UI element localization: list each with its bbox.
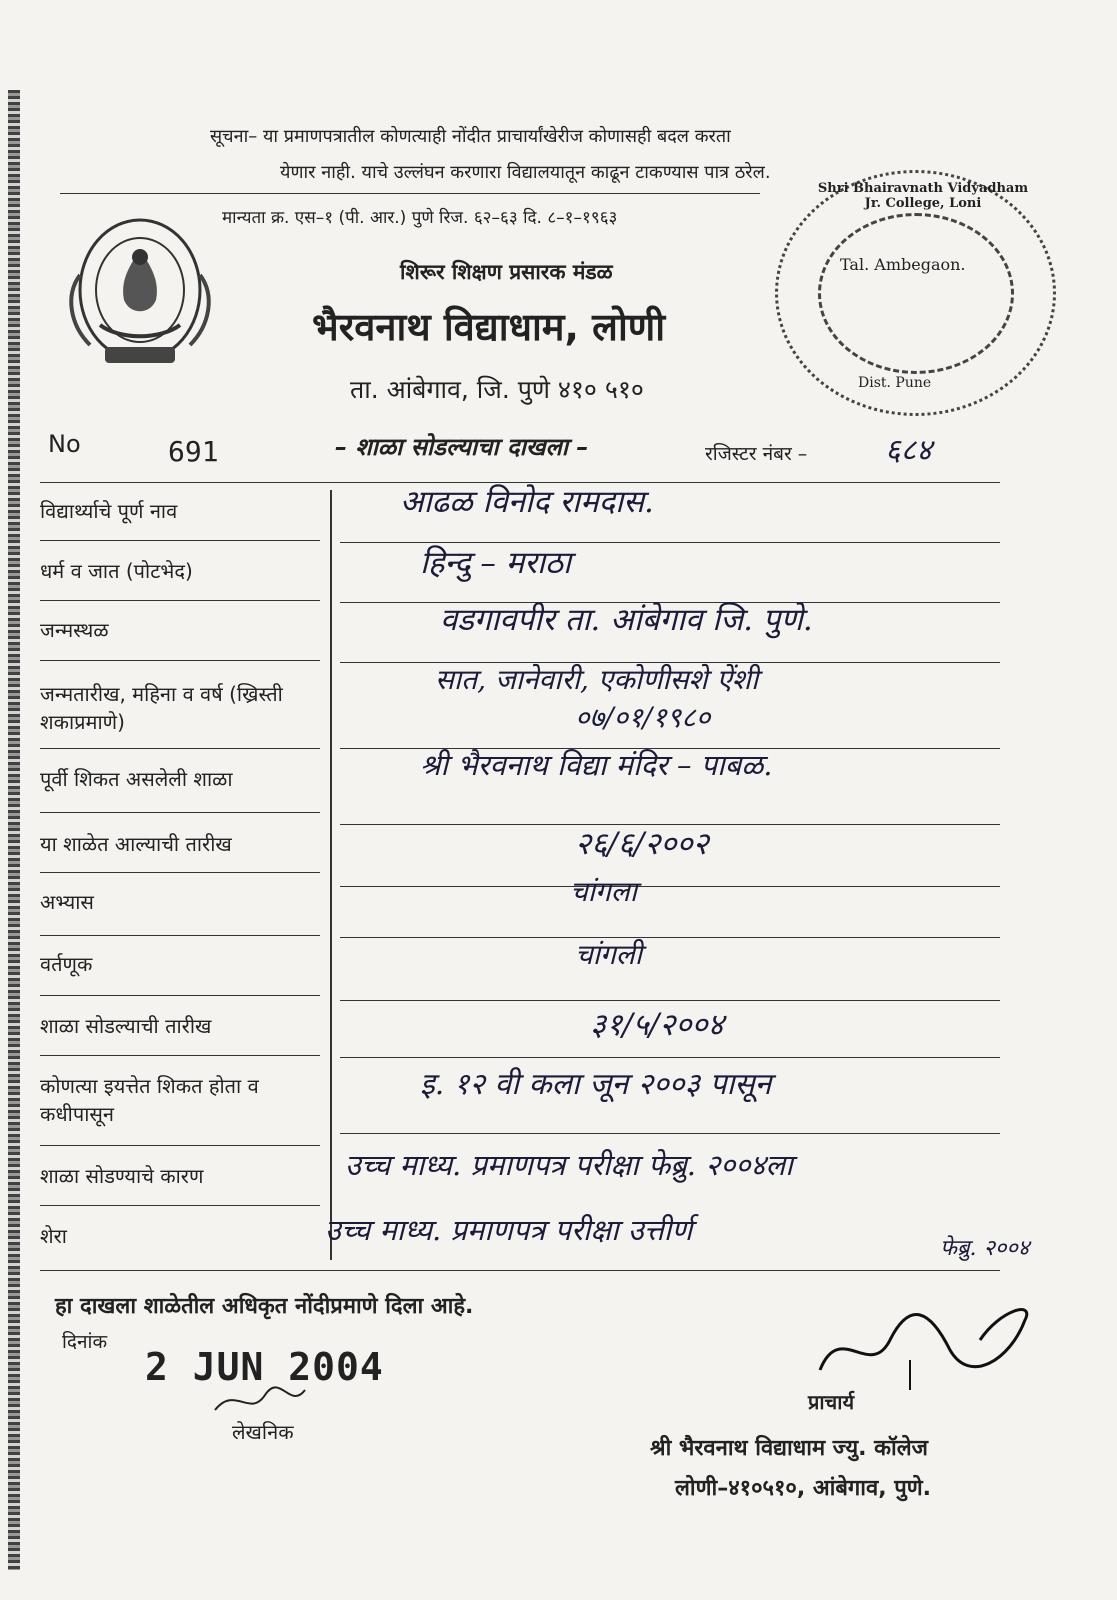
row-rule xyxy=(40,935,320,936)
field-label-admission-date: या शाळेत आल्याची तारीख xyxy=(40,832,232,856)
field-value-birthdate-words: सात, जानेवारी, एकोणीसशे ऐंशी xyxy=(435,663,759,696)
school-address: ता. आंबेगाव, जि. पुणे ४१० ५१० xyxy=(350,375,644,404)
field-value-previous-school: श्री भैरवनाथ विद्या मंदिर – पाबळ. xyxy=(420,748,773,782)
header-rule xyxy=(60,193,760,194)
field-value-remarks-date: फेब्रु. २००४ xyxy=(940,1236,1030,1261)
principal-label: प्राचार्य xyxy=(808,1390,855,1414)
field-value-leaving-reason: उच्च माध्य. प्रमाणपत्र परीक्षा फेब्रु. २००४ला xyxy=(345,1148,793,1182)
field-label-name: विद्यार्थ्याचे पूर्ण नाव xyxy=(40,499,178,523)
field-label-previous-school: पूर्वी शिकत असलेली शाळा xyxy=(40,767,233,791)
ornamental-border xyxy=(8,90,20,1570)
row-rule xyxy=(40,748,320,749)
footer-stamp-line-2: लोणी–४१०५१०, आंबेगाव, पुणे. xyxy=(675,1476,932,1501)
row-rule xyxy=(40,872,320,873)
date-label: दिनांक xyxy=(62,1331,108,1353)
row-rule xyxy=(40,812,320,813)
doc-number: 691 xyxy=(168,435,219,468)
principal-signature xyxy=(810,1300,1040,1390)
table-bottom-rule xyxy=(40,1270,1000,1271)
row-rule xyxy=(340,1057,1000,1058)
clerk-label: लेखनिक xyxy=(232,1420,294,1444)
certify-statement: हा दाखला शाळेतील अधिकृत नोंदीप्रमाणे दिला आहे. xyxy=(55,1294,474,1319)
field-value-leaving-date: ३१/५/२००४ xyxy=(590,1007,724,1043)
row-rule xyxy=(340,1133,1000,1134)
field-value-progress: चांगला xyxy=(570,875,638,908)
row-rule xyxy=(40,1145,320,1146)
field-value-admission-date: २६/६/२००२ xyxy=(575,826,709,862)
field-label-conduct: वर्तणूक xyxy=(40,952,93,976)
doc-title: – शाळा सोडल्याचा दाखला – xyxy=(335,433,589,461)
field-value-birthdate-digits: ०७/०१/१९८० xyxy=(575,701,711,734)
school-emblem-icon xyxy=(60,205,220,375)
seal-ring-text: Shri Bhairavnath Vidyadham Jr. College, Loni xyxy=(817,181,1029,211)
field-label-birthplace: जन्मस्थळ xyxy=(40,618,109,642)
field-value-remarks: उच्च माध्य. प्रमाणपत्र परीक्षा उत्तीर्ण xyxy=(325,1213,693,1247)
row-rule xyxy=(40,600,320,601)
row-rule xyxy=(340,886,1000,887)
field-label-leaving-reason: शाळा सोडण्याचे कारण xyxy=(40,1164,204,1188)
field-value-religion-caste: हिन्दु – मराठा xyxy=(420,545,572,581)
field-label-progress: अभ्यास xyxy=(40,890,94,914)
row-rule xyxy=(40,540,320,541)
row-rule xyxy=(40,660,320,661)
field-value-birthplace: वडगावपीर ता. आंबेगाव जि. पुणे. xyxy=(440,602,813,638)
row-rule xyxy=(340,937,1000,938)
field-value-name: आढळ विनोद रामदास. xyxy=(400,484,654,520)
field-value-conduct: चांगली xyxy=(575,938,643,971)
row-rule xyxy=(40,995,320,996)
notice-line-1: सूचना– या प्रमाणपत्रातील कोणत्याही नोंदीत प्राचार्यांखेरीज कोणासही बदल करता xyxy=(210,126,731,147)
row-rule xyxy=(40,1205,320,1206)
register-label: रजिस्टर नंबर – xyxy=(705,443,808,465)
doc-no-label: No xyxy=(48,430,81,458)
footer-stamp-line-1: श्री भैरवनाथ विद्याधाम ज्यु. कॉलेज xyxy=(650,1436,928,1461)
row-rule xyxy=(340,1000,1000,1001)
field-label-birthdate: जन्मतारीख, महिना व वर्ष (ख्रिस्ती शकाप्रमाणे) xyxy=(40,682,283,734)
field-label-standard-since: कोणत्या इयत्तेत शिकत होता व कधीपासून xyxy=(40,1074,259,1126)
notice-line-2: येणार नाही. याचे उल्लंघन करणारा विद्यालयातून काढून टाकण्यास पात्र ठरेल. xyxy=(280,162,771,183)
seal-inner-ring xyxy=(818,213,1014,374)
college-seal xyxy=(775,170,1056,416)
date-stamp: 2 JUN 2004 xyxy=(145,1345,384,1389)
field-value-standard-since: इ. १२ वी कला जून २००३ पासून xyxy=(420,1067,772,1102)
seal-inner-text-2: Dist. Pune xyxy=(858,375,932,391)
seal-inner-text-1: Tal. Ambegaon. xyxy=(840,255,966,274)
column-divider xyxy=(330,490,332,1260)
clerk-signature xyxy=(210,1380,310,1420)
field-label-religion-caste: धर्म व जात (पोटभेद) xyxy=(40,559,193,583)
register-number: ६८४ xyxy=(885,433,932,468)
field-label-remarks: शेरा xyxy=(40,1224,67,1248)
school-name: भैरवनाथ विद्याधाम, लोणी xyxy=(312,305,666,349)
recognition-text: मान्यता क्र. एस–१ (पी. आर.) पुणे रिज. ६२–६३ दि. ८–१–१९६३ xyxy=(222,208,618,228)
field-label-leaving-date: शाळा सोडल्याची तारीख xyxy=(40,1014,212,1038)
row-rule xyxy=(40,1055,320,1056)
society-name: शिरूर शिक्षण प्रसारक मंडळ xyxy=(400,260,613,284)
